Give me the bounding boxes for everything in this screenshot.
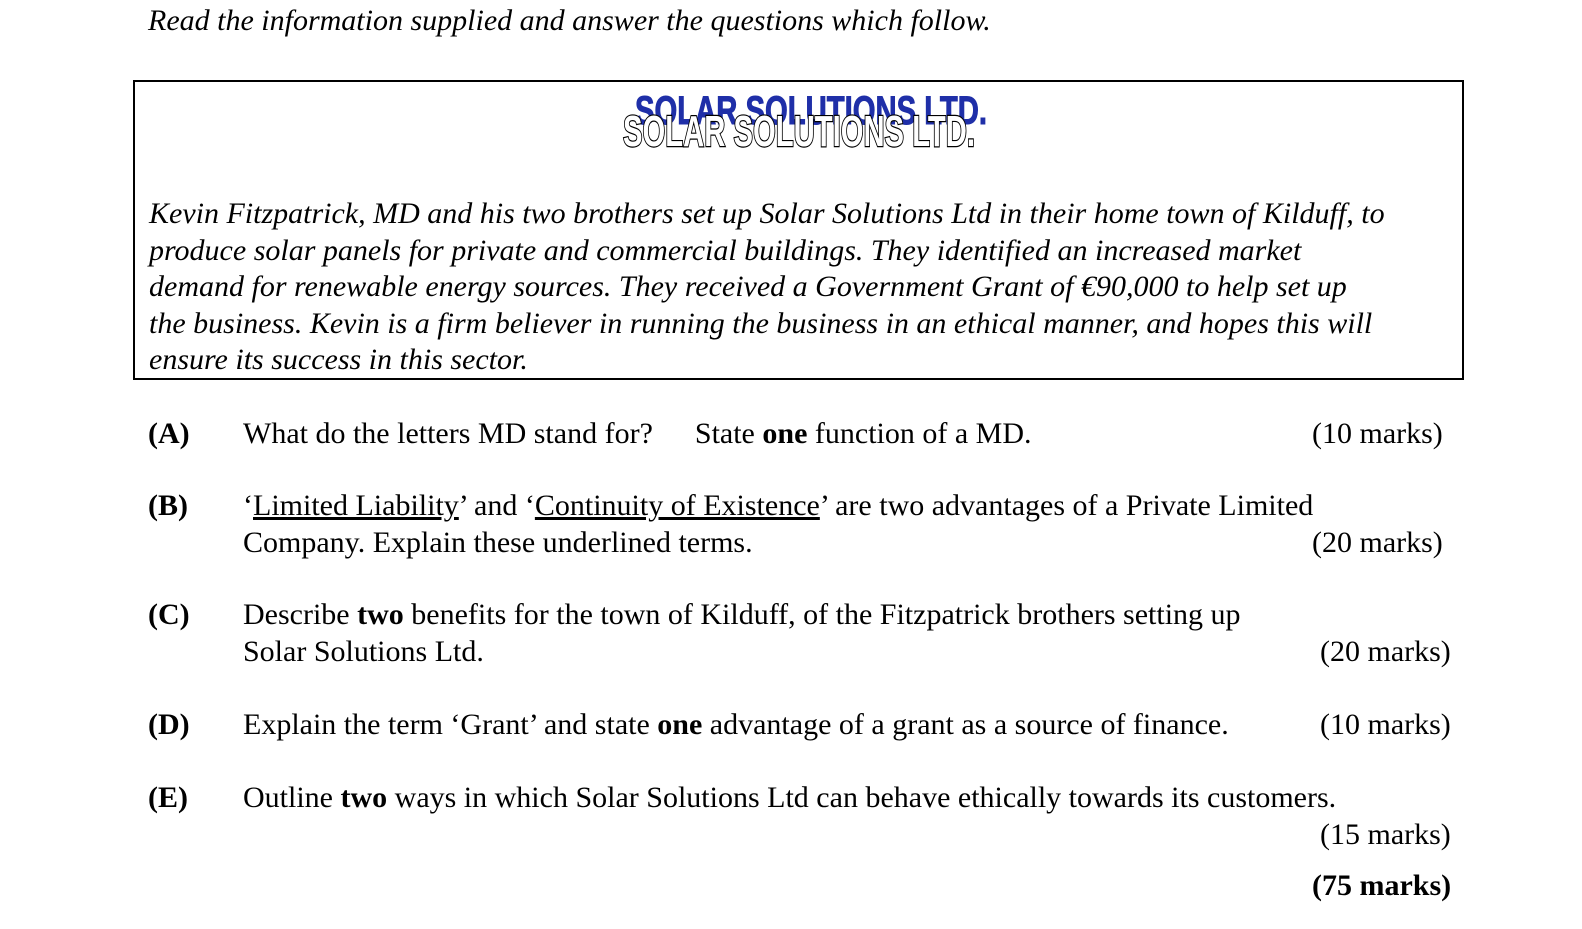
question-marks: (10 marks): [1312, 417, 1443, 450]
case-study-text: [149, 196, 1459, 379]
question-letter: (B): [148, 489, 188, 522]
bold-word: one: [657, 708, 703, 741]
question-part: What do the letters MD stand for?: [243, 417, 653, 450]
logo-text: SOLAR SOLUTIONS LTD.: [623, 107, 975, 156]
question-part: Describe: [243, 598, 358, 631]
case-study-box: [133, 80, 1464, 380]
question-text: [243, 707, 1460, 744]
question-marks: (10 marks): [1320, 708, 1451, 741]
bold-word: one: [762, 417, 808, 450]
question-marks: (20 marks): [1320, 634, 1451, 668]
question-letter: (D): [148, 708, 190, 741]
question-part: ‘: [243, 489, 253, 522]
question-text: [243, 416, 1460, 453]
underlined-term: Continuity of Existence: [534, 489, 820, 522]
question-marks: (20 marks): [1312, 525, 1443, 559]
question-letter: (C): [148, 598, 190, 631]
underlined-term: Limited Liability: [253, 489, 459, 522]
question-letter: (E): [148, 781, 188, 814]
company-logo: [621, 88, 1001, 158]
question-part: ways in which Solar Solutions Ltd can behave ethically towards its customers.: [387, 781, 1337, 814]
question-marks: (15 marks): [1320, 817, 1451, 851]
instructions: Read the information supplied and answer the questions which follow.: [148, 4, 991, 37]
question-line-2: Company. Explain these underlined terms.: [243, 525, 753, 559]
question-part: Explain the term ‘Grant’ and state: [243, 708, 658, 741]
case-line: Kevin Fitzpatrick, MD and his two brothers set up Solar Solutions Ltd in their home town of Kilduff, to: [149, 197, 1385, 230]
case-line: produce solar panels for private and commercial buildings. They identified an increased market: [149, 233, 1302, 267]
question-part: ’ and ‘: [458, 489, 535, 522]
bold-word: two: [357, 598, 404, 631]
question-text: [243, 488, 1460, 561]
question-text: [243, 780, 1460, 817]
case-line: the business. Kevin is a firm believer in running the business in an ethical manner, and hopes this will: [149, 306, 1373, 340]
question-part: Outline: [243, 781, 341, 814]
question-part: function of a MD.: [807, 417, 1032, 450]
question-line-2: Solar Solutions Ltd.: [243, 634, 484, 668]
question-part: benefits for the town of Kilduff, of the Fitzpatrick brothers setting up: [403, 598, 1241, 631]
case-line: demand for renewable energy sources. They received a Government Grant of €90,000 to help set up: [149, 270, 1347, 303]
question-part: advantage of a grant as a source of finance.: [702, 708, 1229, 741]
question-part: State: [694, 417, 763, 450]
case-line: ensure its success in this sector.: [149, 343, 528, 376]
bold-word: two: [340, 781, 388, 814]
question-part: ’ are two advantages of a Private Limited: [819, 489, 1314, 522]
question-letter: (A): [148, 417, 190, 450]
logo-shadow-text: SOLAR SOLUTIONS LTD.: [635, 89, 987, 133]
question-text: [243, 597, 1460, 670]
total-marks: (75 marks): [1312, 869, 1452, 902]
